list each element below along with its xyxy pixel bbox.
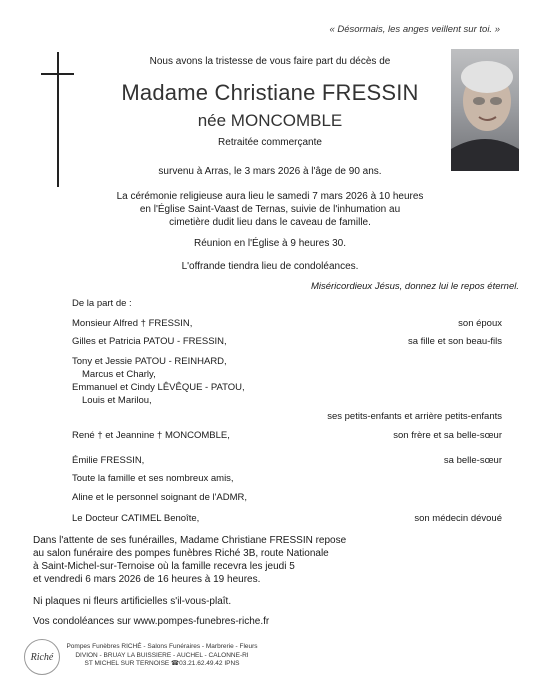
family-row — [72, 513, 502, 524]
funeral-home-line: à Saint-Michel-sur-Ternoise où la famille recevra les jeudi 5 — [33, 561, 295, 572]
family-relation: sa belle-sœur — [443, 455, 502, 466]
footer-line: ST MICHEL SUR TERNOISE ☎03.21.62.49.42 IPNS — [84, 660, 240, 667]
family-relation: ses petits-enfants et arrière petits-enfants — [327, 411, 502, 422]
family-relation: son frère et sa belle-sœur — [393, 430, 502, 441]
family-name: Tony et Jessie PATOU - REINHARD, — [72, 356, 227, 367]
family-row — [72, 318, 502, 329]
funeral-home-line: au salon funéraire des pompes funèbres Riché 3B, route Nationale — [33, 548, 329, 559]
footer-line: DIVION - BRUAY LA BUISSIERE - AUCHEL - CALONNE-RI — [75, 651, 249, 659]
family-name: Gilles et Patricia PATOU - FRESSIN, — [72, 336, 227, 347]
condolences-link[interactable]: Vos condoléances sur www.pompes-funebres-riche.fr — [33, 616, 270, 627]
family-name: Émilie FRESSIN, — [72, 455, 145, 466]
logo-text: Riché — [30, 652, 54, 663]
funeral-home-line: Dans l'attente de ses funérailles, Madame Christiane FRESSIN repose — [33, 535, 347, 546]
funeral-home-line: et vendredi 6 mars 2026 de 16 heures à 19 heures. — [33, 574, 261, 585]
funeral-home-logo — [24, 639, 60, 675]
footer-info — [62, 643, 262, 669]
death-info: survenu à Arras, le 3 mars 2026 à l'âge de 90 ans. — [158, 166, 382, 177]
family-relation: son médecin dévoué — [414, 513, 502, 524]
portrait-photo — [451, 49, 519, 171]
epigraph-quote: « Désormais, les anges veillent sur toi. » — [329, 24, 500, 35]
de-la-part-label: De la part de : — [72, 298, 132, 309]
family-row — [72, 382, 502, 393]
family-row — [82, 395, 512, 406]
reunion-info: Réunion en l'Église à 9 heures 30. — [193, 238, 346, 249]
profession: Retraitée commerçante — [218, 137, 322, 148]
family-name: Emmanuel et Cindy LÊVÊQUE - PATOU, — [72, 382, 245, 393]
family-row — [72, 492, 502, 503]
no-flowers-note: Ni plaques ni fleurs artificielles s'il-vous-plaît. — [33, 596, 232, 607]
family-name: Toute la famille et ses nombreux amis, — [72, 473, 234, 484]
prayer-text: Miséricordieux Jésus, donnez lui le repos éternel. — [310, 281, 519, 292]
ceremony-info — [70, 190, 470, 229]
offering-info: L'offrande tiendra lieu de condoléances. — [181, 261, 359, 272]
family-row — [72, 336, 502, 347]
family-row — [72, 455, 502, 466]
deceased-name: Madame Christiane FRESSIN — [121, 80, 419, 105]
family-name: Louis et Marilou, — [82, 395, 152, 406]
footer-line: Pompes Funèbres RICHÉ - Salons Funéraires - Marbrerie - Fleurs — [66, 643, 258, 650]
funeral-home-info — [33, 534, 513, 586]
family-row — [72, 430, 502, 441]
family-row — [72, 473, 502, 484]
family-row — [72, 356, 502, 367]
family-row — [82, 369, 512, 380]
family-name: Monsieur Alfred † FRESSIN, — [72, 318, 193, 329]
family-name: Aline et le personnel soignant de l'ADMR, — [72, 492, 248, 503]
family-name: Le Docteur CATIMEL Benoîte, — [72, 513, 200, 524]
family-name: Marcus et Charly, — [82, 369, 156, 380]
family-relation: sa fille et son beau-fils — [408, 336, 502, 347]
cross-icon-bar — [41, 73, 74, 75]
ceremony-line: en l'Église Saint-Vaast de Ternas, suivie de l'inhumation au — [139, 204, 401, 215]
intro-text: Nous avons la tristesse de vous faire part du décès de — [149, 56, 391, 67]
ceremony-line: La cérémonie religieuse aura lieu le samedi 7 mars 2026 à 10 heures — [116, 191, 424, 202]
maiden-name: née MONCOMBLE — [197, 111, 343, 130]
ceremony-line: cimetière dudit lieu dans le caveau de famille. — [169, 217, 371, 228]
family-name: René † et Jeannine † MONCOMBLE, — [72, 430, 230, 441]
family-relation: son époux — [458, 318, 502, 329]
